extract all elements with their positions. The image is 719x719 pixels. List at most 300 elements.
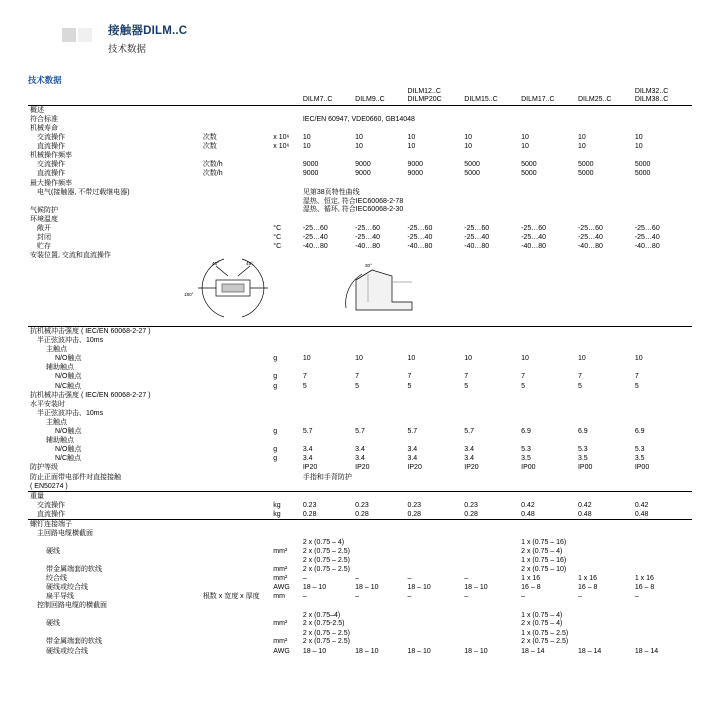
row-unit-note xyxy=(201,327,271,337)
row-unit: g xyxy=(273,355,278,363)
column-header-line1: DILM15..C xyxy=(464,96,498,104)
row-unit xyxy=(271,188,301,197)
row-value xyxy=(576,363,633,372)
row-value xyxy=(576,215,633,224)
row-label: 控制回路电缆的横截面 xyxy=(37,602,107,610)
table-row xyxy=(28,629,692,647)
row-value: 18 – 10 xyxy=(355,647,379,655)
table-row xyxy=(28,179,692,188)
row-value xyxy=(519,124,576,133)
row-value xyxy=(576,124,633,133)
row-value: 5 xyxy=(521,382,526,390)
row-value xyxy=(576,629,633,647)
row-value xyxy=(353,336,405,345)
row-value: -25…40 xyxy=(302,233,328,241)
row-unit-note xyxy=(201,538,271,556)
table-row xyxy=(28,529,692,538)
row-label: 符合标准 xyxy=(30,115,58,123)
row-value xyxy=(633,179,692,188)
row-value xyxy=(462,519,519,529)
row-value xyxy=(519,327,576,337)
table-row xyxy=(28,233,692,242)
row-value: 5.3 xyxy=(577,446,588,454)
row-value xyxy=(405,363,462,372)
table-row xyxy=(28,611,692,629)
row-value xyxy=(633,491,692,501)
mounting-position-drawing xyxy=(160,258,540,324)
row-value xyxy=(519,336,576,345)
row-unit xyxy=(271,400,301,409)
row-value-line: 2 x (0.75 – 4) xyxy=(521,547,563,555)
row-unit xyxy=(271,115,301,124)
row-unit-note xyxy=(201,382,271,391)
table-row xyxy=(28,142,692,151)
row-value xyxy=(462,215,519,224)
row-value xyxy=(301,556,353,574)
row-value xyxy=(301,418,353,427)
row-value xyxy=(462,400,519,409)
row-value xyxy=(301,336,353,345)
row-value xyxy=(462,556,519,574)
column-header-line1: DILM12..C xyxy=(407,88,441,95)
row-value xyxy=(353,529,405,538)
row-value xyxy=(576,556,633,574)
row-value xyxy=(405,611,462,629)
table-row xyxy=(28,538,692,556)
row-unit: mm² xyxy=(273,548,288,556)
row-label: 半正弦波冲击、10ms xyxy=(37,337,104,345)
row-value: IP00 xyxy=(521,464,536,472)
row-label: 最大操作频率 xyxy=(30,179,72,187)
row-value xyxy=(353,105,405,115)
row-value: 7 xyxy=(355,373,360,381)
row-value: 0.48 xyxy=(577,510,592,518)
row-unit-note xyxy=(201,454,271,463)
row-value xyxy=(301,491,353,501)
row-value xyxy=(633,611,692,629)
column-header xyxy=(301,88,353,105)
row-value: 18 – 14 xyxy=(634,647,659,655)
row-value: 10 xyxy=(464,355,473,363)
row-unit-note: 次数/h xyxy=(202,161,223,169)
table-row xyxy=(28,151,692,160)
row-label: 抗机械冲击强度 ( IEC/EN 60068-2-27 ) xyxy=(28,327,201,337)
table-row xyxy=(28,215,692,224)
row-value xyxy=(405,556,462,574)
row-unit-note: 次数 xyxy=(202,134,217,142)
row-value: 5000 xyxy=(464,161,480,169)
row-value xyxy=(633,409,692,418)
row-value xyxy=(353,418,405,427)
row-label: 带金属端套的软线 xyxy=(46,566,102,574)
row-unit-note xyxy=(201,105,271,115)
row-value: 3.4 xyxy=(407,446,418,454)
row-value: 0.28 xyxy=(464,510,478,518)
table-row xyxy=(28,354,692,363)
row-value xyxy=(576,519,633,529)
row-unit-note xyxy=(201,197,271,215)
row-value: 5000 xyxy=(577,170,594,178)
row-value xyxy=(519,105,576,115)
row-value: IP20 xyxy=(355,464,370,472)
row-value xyxy=(353,391,405,400)
row-value: -25…60 xyxy=(407,224,433,232)
row-unit: AWG xyxy=(273,647,290,655)
row-label: 辅助触点 xyxy=(46,364,74,372)
row-value xyxy=(633,336,692,345)
column-header xyxy=(353,88,405,105)
row-value: – xyxy=(634,593,639,601)
row-value: 1 x 16 xyxy=(634,575,654,583)
row-unit-note xyxy=(201,336,271,345)
row-value-line: 1 x (0.75 – 4) xyxy=(521,611,563,619)
tech-data-table-2 xyxy=(28,326,692,656)
row-value xyxy=(462,345,519,354)
row-value: 0.28 xyxy=(355,510,369,518)
row-value: 9000 xyxy=(302,170,319,178)
row-unit-note xyxy=(201,629,271,647)
row-value: 5000 xyxy=(464,170,480,178)
row-label: 重量 xyxy=(28,491,201,501)
row-value xyxy=(519,391,576,400)
row-value xyxy=(462,391,519,400)
row-value xyxy=(462,105,519,115)
row-value xyxy=(462,529,519,538)
row-value: -25…40 xyxy=(577,233,603,241)
table-row xyxy=(28,105,692,115)
row-value: 5000 xyxy=(521,161,537,169)
row-value: IP00 xyxy=(577,464,593,472)
row-label: 绞合线 xyxy=(46,575,67,583)
row-label: 带金属端套的软线 xyxy=(46,638,102,646)
table-row xyxy=(28,647,692,656)
row-label: 主触点 xyxy=(46,418,67,426)
row-value: 7 xyxy=(577,373,582,381)
row-value-line: 2 x (0.75 – 10) xyxy=(521,565,567,573)
row-label: 概述 xyxy=(28,105,201,115)
column-header-line2: DILM38..C xyxy=(634,96,669,104)
column-header xyxy=(405,88,462,105)
row-unit-note xyxy=(201,188,271,197)
row-value: 7 xyxy=(634,373,639,381)
row-label: N/C触点 xyxy=(55,455,82,463)
section-title: 技术数据 xyxy=(28,75,62,85)
row-value xyxy=(353,629,405,647)
row-value xyxy=(405,409,462,418)
row-unit-note xyxy=(201,529,271,538)
row-unit-note xyxy=(201,215,271,224)
brand-logo xyxy=(60,24,98,46)
row-value: -40…80 xyxy=(407,243,433,251)
column-header-line1: DILM25..C xyxy=(577,96,612,104)
row-value xyxy=(353,482,405,492)
table-row xyxy=(28,197,692,215)
row-label: 硬线 xyxy=(46,548,60,556)
row-value: 5 xyxy=(302,382,307,390)
row-value xyxy=(519,179,576,188)
row-value: 5000 xyxy=(577,161,594,169)
row-value xyxy=(576,327,633,337)
row-value: 10 xyxy=(464,134,473,142)
table-row xyxy=(28,382,692,391)
row-value: 10 xyxy=(355,143,363,151)
row-unit xyxy=(271,327,301,337)
row-value: -40…80 xyxy=(521,243,547,251)
table-header-row xyxy=(28,88,692,105)
row-value: 5 xyxy=(634,382,639,390)
row-value xyxy=(519,345,576,354)
row-value xyxy=(519,151,576,160)
row-value: 10 xyxy=(577,134,586,142)
row-label: 硬线 xyxy=(46,620,60,628)
table-row xyxy=(28,409,692,418)
row-unit-note xyxy=(201,151,271,160)
row-unit: mm xyxy=(273,593,285,601)
row-value: 9000 xyxy=(302,161,319,169)
row-label: N/C触点 xyxy=(55,382,82,390)
row-value: 10 xyxy=(407,134,416,142)
row-value: 0.28 xyxy=(407,510,422,518)
row-value: 7 xyxy=(521,373,526,381)
row-value xyxy=(519,601,576,610)
row-value: 5000 xyxy=(521,170,537,178)
row-unit-note xyxy=(201,418,271,427)
table-row xyxy=(28,188,692,197)
row-value xyxy=(519,363,576,372)
row-unit-note xyxy=(201,611,271,629)
row-unit-note xyxy=(201,400,271,409)
row-unit: mm² xyxy=(273,566,288,574)
row-value: 6.9 xyxy=(521,428,531,436)
row-label: 水平安装时 xyxy=(30,400,65,408)
row-value: 18 – 10 xyxy=(355,584,379,592)
row-value: 9000 xyxy=(407,170,424,178)
row-unit-note xyxy=(201,391,271,400)
row-value xyxy=(462,491,519,501)
row-value: 10 xyxy=(302,134,311,142)
row-value: 0.23 xyxy=(407,501,422,509)
row-value: 10 xyxy=(302,355,311,363)
row-value xyxy=(405,179,462,188)
row-value xyxy=(353,491,405,501)
row-value xyxy=(405,436,462,445)
row-unit: g xyxy=(273,455,278,463)
row-label: 交流操作 xyxy=(37,501,65,509)
row-value xyxy=(405,629,462,647)
row-value-line: 1 x (0.75 – 16) xyxy=(521,557,567,565)
row-label: 硬线或绞合线 xyxy=(46,647,88,655)
row-label: ( EN50274 ) xyxy=(30,482,68,490)
table-row xyxy=(28,242,692,251)
row-value xyxy=(576,601,633,610)
row-value: -40…80 xyxy=(577,243,603,251)
row-value: -25…60 xyxy=(521,224,547,232)
row-label: 硬线或绞合线 xyxy=(46,584,88,592)
column-header xyxy=(462,88,519,105)
row-value xyxy=(633,556,692,574)
row-unit: x 10⁶ xyxy=(273,134,290,142)
row-span-value: 手指和手背防护 xyxy=(302,473,352,481)
row-value xyxy=(576,345,633,354)
row-value xyxy=(576,179,633,188)
row-value-line: 2 x (0.75 – 2.5) xyxy=(302,557,350,565)
row-value: 10 xyxy=(355,355,363,363)
row-value: 0.48 xyxy=(521,510,535,518)
row-value: 18 – 14 xyxy=(521,647,545,655)
row-value xyxy=(301,601,353,610)
row-value xyxy=(301,124,353,133)
table-row xyxy=(28,491,692,501)
row-value: -40…80 xyxy=(355,243,381,251)
row-value xyxy=(405,538,462,556)
row-unit xyxy=(271,473,301,482)
row-unit-note xyxy=(201,510,271,520)
row-value xyxy=(576,251,633,260)
row-value: 1 x 16 xyxy=(577,575,598,583)
row-value: 6.9 xyxy=(577,428,588,436)
row-value xyxy=(633,215,692,224)
row-unit: °C xyxy=(273,243,282,251)
row-unit-note xyxy=(201,242,271,251)
row-value: 0.42 xyxy=(634,501,649,509)
row-unit xyxy=(271,124,301,133)
row-label: 机械寿命 xyxy=(30,125,58,132)
row-unit-note xyxy=(201,647,271,656)
row-unit-note: 根数 x 宽度 x 厚度 xyxy=(202,593,260,601)
row-value-line: 2 x (0.75 – 2.5) xyxy=(302,547,350,555)
row-value: – xyxy=(407,575,412,583)
row-label: 防护等级 xyxy=(30,464,58,472)
row-unit: mm² xyxy=(273,638,288,646)
row-unit-note xyxy=(201,345,271,354)
row-span-value-line: 湿热、恒定, 符合IEC60068-2-78 xyxy=(302,197,404,205)
row-value: 3.4 xyxy=(355,446,365,454)
row-value xyxy=(633,519,692,529)
row-value: – xyxy=(464,593,469,601)
row-value: 3.4 xyxy=(464,455,475,463)
row-value xyxy=(353,179,405,188)
row-value xyxy=(353,124,405,133)
row-value xyxy=(519,400,576,409)
table-row xyxy=(28,482,692,492)
row-unit: °C xyxy=(273,233,282,241)
row-value xyxy=(353,611,405,629)
row-value xyxy=(633,529,692,538)
row-value xyxy=(301,151,353,160)
row-value xyxy=(301,409,353,418)
row-value: 5 xyxy=(577,382,582,390)
svg-text:45°: 45° xyxy=(246,261,253,266)
column-header-line1: DILM7..C xyxy=(302,96,333,104)
row-unit-note xyxy=(201,427,271,436)
row-label: 敞开 xyxy=(37,224,51,232)
row-unit xyxy=(271,529,301,538)
row-value: 3.5 xyxy=(521,455,531,463)
row-value xyxy=(405,215,462,224)
row-value xyxy=(462,179,519,188)
row-value: 3.4 xyxy=(407,455,418,463)
row-unit xyxy=(271,215,301,224)
row-value xyxy=(405,151,462,160)
table-row xyxy=(28,445,692,454)
row-value: 5.7 xyxy=(302,428,313,436)
table-row xyxy=(28,601,692,610)
row-value xyxy=(462,418,519,427)
row-value xyxy=(353,409,405,418)
row-value xyxy=(353,345,405,354)
row-value: 10 xyxy=(634,143,643,151)
table-row xyxy=(28,556,692,574)
table-row xyxy=(28,336,692,345)
row-unit-note xyxy=(201,124,271,133)
row-value: -25…40 xyxy=(464,233,490,241)
column-header-line2: DILMP20C xyxy=(407,96,442,104)
row-unit xyxy=(271,436,301,445)
row-unit: g xyxy=(273,373,278,381)
row-label: 机械操作频率 xyxy=(30,152,72,160)
row-value xyxy=(519,519,576,529)
row-value: 9000 xyxy=(407,161,424,169)
row-unit xyxy=(271,409,301,418)
row-value-line: 2 x (0.75 – 2.5) xyxy=(302,565,350,573)
row-value xyxy=(576,400,633,409)
row-value xyxy=(576,151,633,160)
row-value: 18 – 10 xyxy=(464,647,488,655)
row-value: 10 xyxy=(302,143,311,151)
row-value: 10 xyxy=(407,355,416,363)
row-label: 交流操作 xyxy=(37,161,65,169)
row-value: 10 xyxy=(521,134,529,142)
row-value: 3.4 xyxy=(355,455,365,463)
row-value xyxy=(519,538,576,556)
row-value xyxy=(576,418,633,427)
row-label: 半正弦波冲击、10ms xyxy=(37,409,104,417)
row-label: 直流操作 xyxy=(37,143,65,151)
row-label: 贮存 xyxy=(37,243,51,251)
row-value: 10 xyxy=(577,355,586,363)
row-unit xyxy=(271,482,301,492)
row-unit xyxy=(271,491,301,501)
row-value xyxy=(405,391,462,400)
row-unit-note xyxy=(201,556,271,574)
row-unit-note xyxy=(201,574,271,583)
row-value xyxy=(353,538,405,556)
row-value xyxy=(462,482,519,492)
row-value: 3.4 xyxy=(464,446,475,454)
row-value: – xyxy=(577,593,582,601)
document-header xyxy=(108,22,187,55)
header-spacer xyxy=(201,88,271,105)
row-value xyxy=(519,436,576,445)
table-row xyxy=(28,436,692,445)
row-value xyxy=(519,491,576,501)
table-row xyxy=(28,510,692,520)
table-row xyxy=(28,501,692,510)
row-value xyxy=(462,436,519,445)
row-value: 0.23 xyxy=(355,501,369,509)
row-label: 直流操作 xyxy=(37,510,65,518)
row-value xyxy=(301,436,353,445)
row-value: 10 xyxy=(521,143,529,151)
row-value: 18 – 10 xyxy=(302,647,327,655)
row-value: 18 – 10 xyxy=(302,584,327,592)
table-row xyxy=(28,574,692,583)
row-value: 3.4 xyxy=(302,446,313,454)
row-value xyxy=(462,538,519,556)
table-row xyxy=(28,327,692,337)
table-row xyxy=(28,224,692,233)
row-label: 防止正面带电部件对直接接触 xyxy=(30,473,121,481)
